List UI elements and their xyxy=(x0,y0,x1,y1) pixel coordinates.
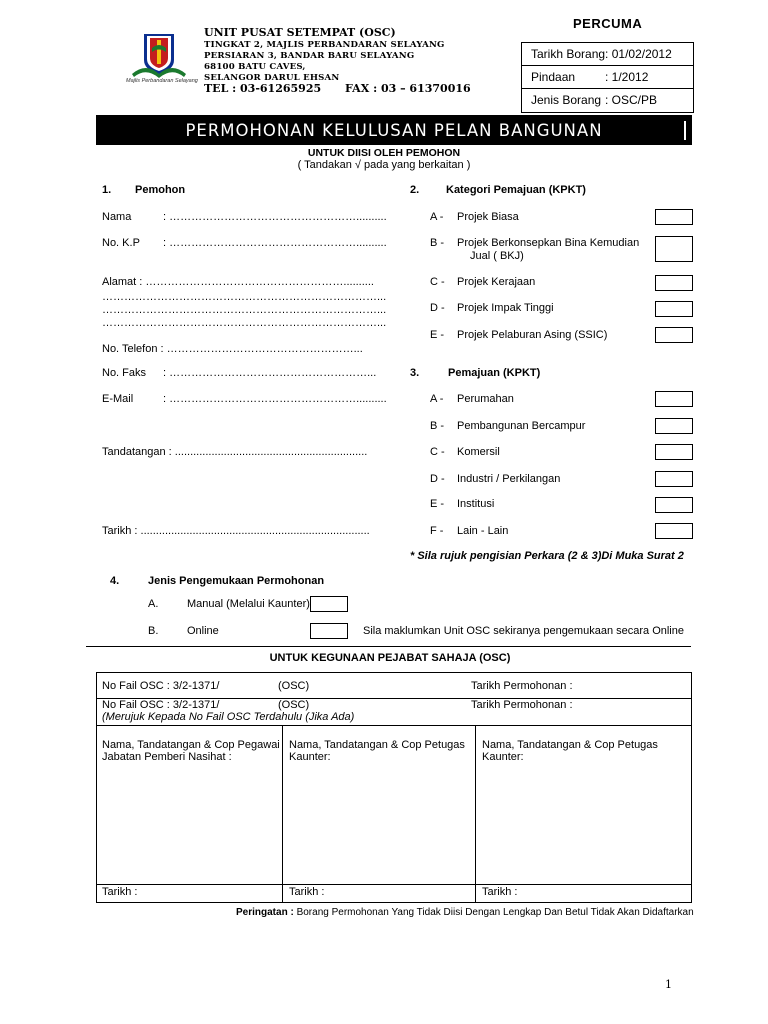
kategori-c-checkbox[interactable] xyxy=(655,275,693,291)
pemajuan-a-label: Perumahan xyxy=(457,393,514,405)
row2-osc: (OSC) xyxy=(278,699,310,711)
date-field[interactable]: Tarikh : ........................................................................... xyxy=(102,525,370,537)
table-col-divider-2 xyxy=(475,725,476,902)
org-name: UNIT PUSAT SETEMPAT (OSC) xyxy=(204,26,396,39)
table-top-border xyxy=(96,672,692,673)
meta-date-value: 01/02/2012 xyxy=(611,47,672,61)
warning-label: Peringatan : xyxy=(236,907,294,918)
office-heading: UNTUK KEGUNAAN PEJABAT SAHAJA (OSC) xyxy=(269,652,511,664)
kategori-b-checkbox[interactable] xyxy=(655,236,693,262)
submit-a-code: A. xyxy=(148,598,159,610)
kategori-b-code: B - xyxy=(430,237,445,249)
warning-text: Borang Permohonan Yang Tidak Diisi Dengan Lengkap Dan Betul Tidak Akan Didaftarkan xyxy=(296,907,694,918)
col1-heading-2: Jabatan Pemberi Nasihat : xyxy=(102,751,232,763)
section4-number: 4. xyxy=(110,575,120,587)
banner-mark xyxy=(684,121,686,140)
table-sign-border xyxy=(96,884,692,885)
col2-heading-1: Nama, Tandatangan & Cop Petugas xyxy=(289,739,465,751)
table-right-border xyxy=(691,672,692,903)
nama-label: Nama xyxy=(102,211,132,223)
table-col-divider-1 xyxy=(282,725,283,902)
online-note: Sila maklumkan Unit OSC sekiranya pengemukaan secara Online xyxy=(363,625,684,637)
kp-field[interactable]: : …………………………………………….......... xyxy=(163,237,387,249)
page-number: 1 xyxy=(665,978,672,991)
office-divider xyxy=(86,646,691,647)
section3-number: 3. xyxy=(410,367,420,379)
address-line-1: TINGKAT 2, MAJLIS PERBANDARAN SELAYANG xyxy=(204,40,445,50)
meta-row-date xyxy=(522,43,693,66)
row1-osc: (OSC) xyxy=(278,680,310,692)
telefon-field[interactable]: No. Telefon : ……………………………………………... xyxy=(102,343,363,355)
kategori-e-checkbox[interactable] xyxy=(655,327,693,343)
col3-heading-2: Kaunter: xyxy=(482,751,524,763)
submit-b-label: Online xyxy=(187,625,219,637)
pemajuan-d-code: D - xyxy=(430,473,445,485)
pemajuan-e-code: E - xyxy=(430,498,445,510)
pemajuan-a-code: A - xyxy=(430,393,444,405)
pemajuan-e-checkbox[interactable] xyxy=(655,497,693,513)
section2-title: Kategori Pemajuan (KPKT) xyxy=(446,184,586,196)
kategori-b-label-2: Jual ( BKJ) xyxy=(470,250,524,262)
kategori-e-code: E - xyxy=(430,329,445,341)
kategori-d-label: Projek Impak Tinggi xyxy=(457,302,554,314)
col1-date-label: Tarikh : xyxy=(102,886,138,898)
pemajuan-b-code: B - xyxy=(430,420,445,432)
col2-heading-2: Kaunter: xyxy=(289,751,331,763)
meta-type-label: Jenis Borang xyxy=(531,93,602,107)
free-label: PERCUMA xyxy=(573,16,643,31)
section1-title: Pemohon xyxy=(135,184,186,196)
meta-date-label: Tarikh Borang: xyxy=(531,47,609,61)
meta-row-amend xyxy=(522,66,693,89)
refer-note: * Sila rujuk pengisian Perkara (2 & 3)Di Muka Surat 2 xyxy=(410,550,684,562)
form-title: PERMOHONAN KELULUSAN PELAN BANGUNAN xyxy=(96,115,692,145)
address-line-2: PERSIARAN 3, BANDAR BARU SELAYANG xyxy=(204,51,415,61)
warning-footer xyxy=(236,907,694,918)
alamat-line-2[interactable]: …………………………………………………………………... xyxy=(102,291,387,303)
col2-date-label: Tarikh : xyxy=(289,886,325,898)
kategori-a-checkbox[interactable] xyxy=(655,209,693,225)
kategori-a-code: A - xyxy=(430,211,444,223)
kategori-d-checkbox[interactable] xyxy=(655,301,693,317)
meta-type-value: : OSC/PB xyxy=(605,93,658,107)
pemajuan-c-checkbox[interactable] xyxy=(655,444,693,460)
row2-file-number: No Fail OSC : 3/2-1371/ xyxy=(102,699,220,711)
row1-file-number: No Fail OSC : 3/2-1371/ xyxy=(102,680,220,692)
pemajuan-d-label: Industri / Perkilangan xyxy=(457,473,561,485)
section3-title: Pemajuan (KPKT) xyxy=(448,367,541,379)
meta-amend-label: Pindaan xyxy=(531,70,576,84)
nama-field[interactable]: : …………………………………………….......... xyxy=(163,211,387,223)
pemajuan-b-checkbox[interactable] xyxy=(655,418,693,434)
kategori-a-label: Projek Biasa xyxy=(457,211,519,223)
org-tel: TEL : 03-61265925 xyxy=(204,82,322,95)
kategori-d-code: D - xyxy=(430,302,445,314)
submit-manual-checkbox[interactable] xyxy=(310,596,348,612)
section1-number: 1. xyxy=(102,184,112,196)
email-field[interactable]: : …………………………………………….......... xyxy=(163,393,387,405)
table-left-border xyxy=(96,672,97,903)
faks-label: No. Faks xyxy=(102,367,147,379)
pemajuan-d-checkbox[interactable] xyxy=(655,471,693,487)
kp-label: No. K.P xyxy=(102,237,140,249)
kategori-e-label: Projek Pelaburan Asing (SSIC) xyxy=(457,329,608,341)
kategori-b-label: Projek Berkonsepkan Bina Kemudian xyxy=(457,237,640,249)
alamat-line-3[interactable]: …………………………………………………………………... xyxy=(102,304,387,316)
email-label: E-Mail xyxy=(102,393,134,405)
org-fax: FAX : 03 – 61370016 xyxy=(345,82,471,95)
table-bottom-border xyxy=(96,902,692,903)
form-subtitle: UNTUK DIISI OLEH PEMOHON xyxy=(307,147,461,159)
table-row2-border xyxy=(96,725,692,726)
address-line-4: SELANGOR DARUL EHSAN xyxy=(204,73,340,83)
meta-amend-value: : 1/2012 xyxy=(605,70,649,84)
signature-field[interactable]: Tandatangan : ............................................................... xyxy=(102,446,368,458)
submit-b-code: B. xyxy=(148,625,159,637)
submit-a-label: Manual (Melalui Kaunter) xyxy=(187,598,310,610)
pemajuan-c-code: C - xyxy=(430,446,445,458)
form-instruction: ( Tandakan √ pada yang berkaitan ) xyxy=(297,159,471,171)
section2-number: 2. xyxy=(410,184,420,196)
section4-title: Jenis Pengemukaan Permohonan xyxy=(148,575,325,587)
meta-row-type xyxy=(522,89,693,112)
col3-date-label: Tarikh : xyxy=(482,886,518,898)
kategori-c-label: Projek Kerajaan xyxy=(457,276,536,288)
alamat-field[interactable]: Alamat : ……………………………………………….......... xyxy=(102,276,374,288)
pemajuan-c-label: Komersil xyxy=(457,446,500,458)
pemajuan-b-label: Pembangunan Bercampur xyxy=(457,420,586,432)
pemajuan-f-code: F - xyxy=(430,525,444,537)
alamat-line-4[interactable]: …………………………………………………………………... xyxy=(102,317,387,329)
pemajuan-e-label: Institusi xyxy=(457,498,495,510)
submit-online-checkbox[interactable] xyxy=(310,623,348,639)
row2-note: (Merujuk Kepada No Fail OSC Terdahulu (Jika Ada) xyxy=(102,711,355,723)
pemajuan-f-label: Lain - Lain xyxy=(457,525,509,537)
form-meta-box xyxy=(521,42,694,113)
logo-caption: Majlis Perbandaran Selayang xyxy=(126,78,198,84)
col1-heading-1: Nama, Tandatangan & Cop Pegawai xyxy=(102,739,280,751)
faks-field[interactable]: : ………………………………………………... xyxy=(163,367,377,379)
address-line-3: 68100 BATU CAVES, xyxy=(204,62,306,72)
pemajuan-a-checkbox[interactable] xyxy=(655,391,693,407)
pemajuan-f-checkbox[interactable] xyxy=(655,523,693,539)
row2-date-label: Tarikh Permohonan : xyxy=(471,699,573,711)
kategori-c-code: C - xyxy=(430,276,445,288)
row1-date-label: Tarikh Permohonan : xyxy=(471,680,573,692)
col3-heading-1: Nama, Tandatangan & Cop Petugas xyxy=(482,739,658,751)
